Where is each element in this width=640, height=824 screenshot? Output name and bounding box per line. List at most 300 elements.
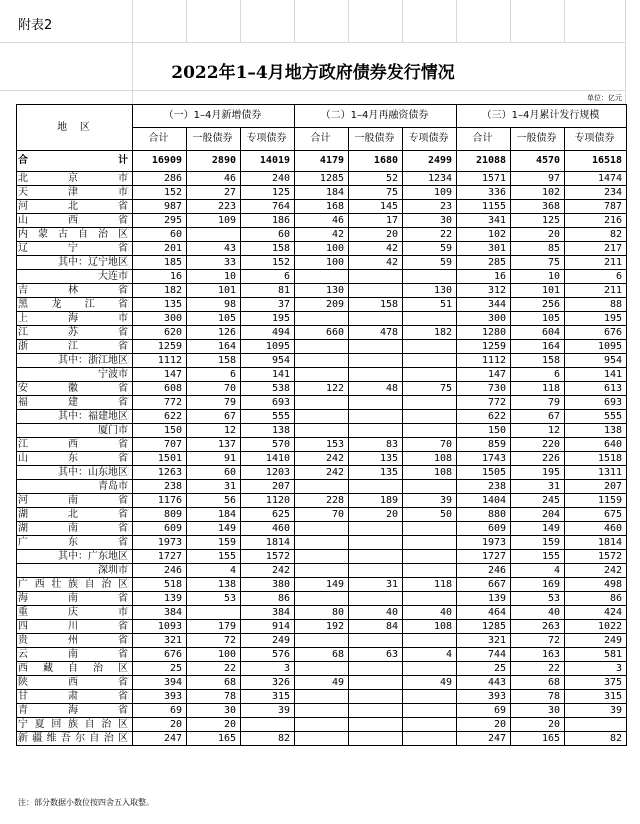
value-cell: 135 — [349, 466, 403, 480]
value-cell — [187, 606, 241, 620]
value-cell — [295, 564, 349, 578]
value-cell: 242 — [241, 564, 295, 578]
value-cell: 384 — [241, 606, 295, 620]
value-cell: 6 — [241, 270, 295, 284]
value-cell — [403, 732, 457, 746]
value-cell — [349, 396, 403, 410]
value-cell: 40 — [349, 606, 403, 620]
total-value: 4179 — [295, 151, 349, 172]
value-cell: 72 — [187, 634, 241, 648]
value-cell: 494 — [241, 326, 295, 340]
value-cell: 46 — [187, 172, 241, 186]
table-row — [17, 410, 627, 424]
table-row — [17, 326, 627, 340]
value-cell: 53 — [511, 592, 565, 606]
value-cell: 192 — [295, 620, 349, 634]
value-cell: 40 — [511, 606, 565, 620]
value-cell: 344 — [457, 298, 511, 312]
region-label: 甘肃省 — [17, 690, 133, 704]
region-label: 江西省 — [17, 438, 133, 452]
value-cell: 609 — [133, 522, 187, 536]
value-cell: 12 — [511, 424, 565, 438]
table-row — [17, 298, 627, 312]
value-cell: 195 — [241, 312, 295, 326]
region-label: 吉林省 — [17, 284, 133, 298]
value-cell: 152 — [241, 256, 295, 270]
value-cell — [403, 312, 457, 326]
value-cell: 256 — [511, 298, 565, 312]
table-row — [17, 242, 627, 256]
value-cell: 59 — [403, 242, 457, 256]
value-cell: 238 — [133, 480, 187, 494]
value-cell: 1474 — [565, 172, 627, 186]
value-cell: 1743 — [457, 452, 511, 466]
value-cell: 23 — [403, 200, 457, 214]
value-cell: 53 — [187, 592, 241, 606]
table-row — [17, 494, 627, 508]
region-label: 河南省 — [17, 494, 133, 508]
value-cell: 772 — [457, 396, 511, 410]
appendix-caption: 附表2 — [18, 18, 53, 33]
region-label: 内蒙古自治区 — [17, 228, 133, 242]
value-cell: 22 — [511, 662, 565, 676]
value-cell: 126 — [187, 326, 241, 340]
value-cell — [349, 690, 403, 704]
region-label: 辽宁省 — [17, 242, 133, 256]
value-cell: 195 — [511, 466, 565, 480]
value-cell — [349, 536, 403, 550]
value-cell: 80 — [295, 606, 349, 620]
value-cell: 31 — [511, 480, 565, 494]
value-cell: 75 — [349, 186, 403, 200]
value-cell: 135 — [133, 298, 187, 312]
value-cell: 3 — [565, 662, 627, 676]
value-cell — [295, 634, 349, 648]
value-cell: 165 — [511, 732, 565, 746]
value-cell: 880 — [457, 508, 511, 522]
value-cell: 60 — [187, 466, 241, 480]
value-cell: 234 — [565, 186, 627, 200]
header-col: 一般债券 — [187, 128, 241, 151]
value-cell: 150 — [133, 424, 187, 438]
value-cell — [349, 676, 403, 690]
value-cell: 676 — [133, 648, 187, 662]
value-cell: 70 — [295, 508, 349, 522]
value-cell: 75 — [511, 256, 565, 270]
value-cell: 158 — [241, 242, 295, 256]
value-cell: 1280 — [457, 326, 511, 340]
value-cell — [349, 354, 403, 368]
value-cell — [403, 592, 457, 606]
value-cell: 676 — [565, 326, 627, 340]
header-col: 合计 — [457, 128, 511, 151]
value-cell: 1259 — [457, 340, 511, 354]
value-cell: 217 — [565, 242, 627, 256]
value-cell: 211 — [565, 284, 627, 298]
value-cell: 4 — [187, 564, 241, 578]
region-label: 青海省 — [17, 704, 133, 718]
header-group-refinancing: （二）1–4月再融资债券 — [295, 105, 457, 128]
value-cell: 285 — [457, 256, 511, 270]
value-cell: 312 — [457, 284, 511, 298]
table-row — [17, 186, 627, 200]
value-cell: 82 — [241, 732, 295, 746]
value-cell: 228 — [295, 494, 349, 508]
value-cell: 604 — [511, 326, 565, 340]
value-cell: 150 — [457, 424, 511, 438]
value-cell: 86 — [241, 592, 295, 606]
total-value: 21088 — [457, 151, 511, 172]
value-cell: 39 — [403, 494, 457, 508]
value-cell: 67 — [187, 410, 241, 424]
table-row — [17, 340, 627, 354]
value-cell: 201 — [133, 242, 187, 256]
value-cell: 105 — [511, 312, 565, 326]
value-cell: 209 — [295, 298, 349, 312]
table-row — [17, 620, 627, 634]
value-cell: 6 — [511, 368, 565, 382]
value-cell: 130 — [403, 284, 457, 298]
value-cell: 16 — [457, 270, 511, 284]
value-cell: 139 — [457, 592, 511, 606]
value-cell: 59 — [403, 256, 457, 270]
region-label: 河北省 — [17, 200, 133, 214]
total-label: 合计 — [17, 151, 133, 172]
value-cell: 10 — [187, 270, 241, 284]
value-cell: 86 — [565, 592, 627, 606]
value-cell: 204 — [511, 508, 565, 522]
value-cell: 91 — [187, 452, 241, 466]
value-cell — [295, 410, 349, 424]
value-cell: 10 — [511, 270, 565, 284]
value-cell — [565, 718, 627, 732]
header-col: 合计 — [295, 128, 349, 151]
value-cell: 20 — [187, 718, 241, 732]
unit-label: 单位：亿元 — [587, 94, 622, 102]
total-value: 16909 — [133, 151, 187, 172]
table-row — [17, 172, 627, 186]
value-cell: 375 — [565, 676, 627, 690]
value-cell: 570 — [241, 438, 295, 452]
value-cell: 20 — [349, 508, 403, 522]
value-cell: 149 — [295, 578, 349, 592]
value-cell: 60 — [241, 228, 295, 242]
value-cell — [403, 550, 457, 564]
total-value: 4570 — [511, 151, 565, 172]
value-cell: 1120 — [241, 494, 295, 508]
value-cell: 609 — [457, 522, 511, 536]
value-cell: 301 — [457, 242, 511, 256]
region-label: 贵州省 — [17, 634, 133, 648]
value-cell — [295, 396, 349, 410]
value-cell: 914 — [241, 620, 295, 634]
value-cell: 321 — [133, 634, 187, 648]
value-cell: 141 — [241, 368, 295, 382]
value-cell: 149 — [511, 522, 565, 536]
value-cell: 1112 — [133, 354, 187, 368]
value-cell: 622 — [133, 410, 187, 424]
table-row — [17, 270, 627, 284]
value-cell: 394 — [133, 676, 187, 690]
value-cell: 220 — [511, 438, 565, 452]
value-cell: 101 — [187, 284, 241, 298]
value-cell: 295 — [133, 214, 187, 228]
value-cell: 207 — [241, 480, 295, 494]
value-cell: 52 — [349, 172, 403, 186]
value-cell: 1973 — [457, 536, 511, 550]
value-cell: 675 — [565, 508, 627, 522]
table-row — [17, 466, 627, 480]
value-cell: 300 — [457, 312, 511, 326]
table-row — [17, 606, 627, 620]
value-cell — [403, 396, 457, 410]
value-cell: 138 — [565, 424, 627, 438]
value-cell: 464 — [457, 606, 511, 620]
region-label: 福建省 — [17, 396, 133, 410]
region-label: 浙江省 — [17, 340, 133, 354]
value-cell: 56 — [187, 494, 241, 508]
value-cell — [295, 424, 349, 438]
value-cell — [295, 312, 349, 326]
value-cell: 246 — [133, 564, 187, 578]
value-cell — [349, 704, 403, 718]
value-cell: 660 — [295, 326, 349, 340]
value-cell: 460 — [565, 522, 627, 536]
value-cell: 954 — [565, 354, 627, 368]
value-cell — [349, 270, 403, 284]
region-label: 陕西省 — [17, 676, 133, 690]
value-cell: 12 — [187, 424, 241, 438]
value-cell: 158 — [349, 298, 403, 312]
value-cell: 1501 — [133, 452, 187, 466]
value-cell: 88 — [565, 298, 627, 312]
total-row — [17, 151, 627, 172]
value-cell: 179 — [187, 620, 241, 634]
value-cell: 1814 — [241, 536, 295, 550]
value-cell — [403, 270, 457, 284]
value-cell: 159 — [187, 536, 241, 550]
value-cell — [349, 410, 403, 424]
region-label: 青岛市 — [17, 480, 133, 494]
value-cell: 764 — [241, 200, 295, 214]
value-cell: 125 — [511, 214, 565, 228]
total-value: 2890 — [187, 151, 241, 172]
value-cell: 1263 — [133, 466, 187, 480]
value-cell: 6 — [187, 368, 241, 382]
value-cell: 247 — [133, 732, 187, 746]
value-cell: 186 — [241, 214, 295, 228]
value-cell — [403, 480, 457, 494]
value-cell — [295, 690, 349, 704]
total-value: 2499 — [403, 151, 457, 172]
value-cell: 37 — [241, 298, 295, 312]
value-cell: 1022 — [565, 620, 627, 634]
value-cell: 1311 — [565, 466, 627, 480]
value-cell — [403, 634, 457, 648]
region-label: 重庆市 — [17, 606, 133, 620]
value-cell: 195 — [565, 312, 627, 326]
value-cell: 33 — [187, 256, 241, 270]
value-cell: 4 — [403, 648, 457, 662]
value-cell: 130 — [295, 284, 349, 298]
header-col: 专项债券 — [241, 128, 295, 151]
value-cell: 31 — [349, 578, 403, 592]
value-cell: 145 — [349, 200, 403, 214]
value-cell — [403, 340, 457, 354]
header-col: 专项债券 — [403, 128, 457, 151]
value-cell: 137 — [187, 438, 241, 452]
region-label: 宁夏回族自治区 — [17, 718, 133, 732]
value-cell: 1155 — [457, 200, 511, 214]
value-cell: 20 — [457, 718, 511, 732]
table-row — [17, 592, 627, 606]
value-cell: 149 — [187, 522, 241, 536]
value-cell: 108 — [403, 620, 457, 634]
region-label: 其中：辽宁地区 — [17, 256, 133, 270]
value-cell — [349, 634, 403, 648]
value-cell: 168 — [295, 200, 349, 214]
value-cell: 20 — [133, 718, 187, 732]
value-cell: 1572 — [565, 550, 627, 564]
region-label: 广西壮族自治区 — [17, 578, 133, 592]
region-label: 广东省 — [17, 536, 133, 550]
value-cell: 207 — [565, 480, 627, 494]
value-cell: 78 — [511, 690, 565, 704]
region-label: 深圳市 — [17, 564, 133, 578]
region-label: 山西省 — [17, 214, 133, 228]
header-region: 地 区 — [17, 105, 133, 151]
region-label: 天津市 — [17, 186, 133, 200]
value-cell: 25 — [457, 662, 511, 676]
value-cell: 608 — [133, 382, 187, 396]
value-cell: 249 — [241, 634, 295, 648]
table-row — [17, 676, 627, 690]
table-row — [17, 578, 627, 592]
value-cell: 17 — [349, 214, 403, 228]
value-cell: 6 — [565, 270, 627, 284]
table-row — [17, 382, 627, 396]
value-cell: 118 — [403, 578, 457, 592]
value-cell: 141 — [565, 368, 627, 382]
total-value: 1680 — [349, 151, 403, 172]
value-cell: 336 — [457, 186, 511, 200]
value-cell: 1095 — [565, 340, 627, 354]
table-row — [17, 690, 627, 704]
region-label: 海南省 — [17, 592, 133, 606]
value-cell — [295, 550, 349, 564]
value-cell: 39 — [241, 704, 295, 718]
value-cell: 1518 — [565, 452, 627, 466]
value-cell — [295, 522, 349, 536]
value-cell — [349, 550, 403, 564]
value-cell — [349, 424, 403, 438]
bond-issuance-table — [16, 104, 627, 746]
value-cell: 620 — [133, 326, 187, 340]
value-cell: 60 — [133, 228, 187, 242]
value-cell: 49 — [403, 676, 457, 690]
value-cell: 240 — [241, 172, 295, 186]
value-cell: 85 — [511, 242, 565, 256]
value-cell: 20 — [511, 718, 565, 732]
value-cell: 613 — [565, 382, 627, 396]
value-cell: 69 — [457, 704, 511, 718]
value-cell — [349, 284, 403, 298]
value-cell: 1112 — [457, 354, 511, 368]
value-cell: 147 — [457, 368, 511, 382]
value-cell: 51 — [403, 298, 457, 312]
value-cell — [349, 564, 403, 578]
table-body — [17, 151, 627, 746]
value-cell: 693 — [565, 396, 627, 410]
value-cell: 69 — [133, 704, 187, 718]
value-cell: 1285 — [295, 172, 349, 186]
value-cell: 954 — [241, 354, 295, 368]
header-col: 专项债券 — [565, 128, 627, 151]
footnote: 注：部分数据小数位按四舍五入取整。 — [18, 798, 154, 807]
value-cell: 393 — [133, 690, 187, 704]
region-label: 云南省 — [17, 648, 133, 662]
table-row — [17, 284, 627, 298]
region-label: 江苏省 — [17, 326, 133, 340]
value-cell: 138 — [241, 424, 295, 438]
value-cell: 581 — [565, 648, 627, 662]
value-cell: 79 — [511, 396, 565, 410]
value-cell: 1203 — [241, 466, 295, 480]
value-cell — [295, 480, 349, 494]
value-cell: 640 — [565, 438, 627, 452]
value-cell — [295, 536, 349, 550]
value-cell: 498 — [565, 578, 627, 592]
value-cell: 70 — [187, 382, 241, 396]
table-row — [17, 256, 627, 270]
value-cell: 393 — [457, 690, 511, 704]
value-cell: 182 — [133, 284, 187, 298]
value-cell: 42 — [349, 256, 403, 270]
value-cell: 109 — [403, 186, 457, 200]
value-cell: 83 — [349, 438, 403, 452]
region-label: 大连市 — [17, 270, 133, 284]
value-cell: 368 — [511, 200, 565, 214]
table-row — [17, 452, 627, 466]
value-cell: 1572 — [241, 550, 295, 564]
value-cell: 16 — [133, 270, 187, 284]
value-cell: 315 — [241, 690, 295, 704]
value-cell: 315 — [565, 690, 627, 704]
table-row — [17, 564, 627, 578]
region-label: 宁波市 — [17, 368, 133, 382]
value-cell — [349, 480, 403, 494]
value-cell: 100 — [295, 256, 349, 270]
value-cell: 165 — [187, 732, 241, 746]
value-cell — [295, 718, 349, 732]
value-cell: 109 — [187, 214, 241, 228]
region-label: 北京市 — [17, 172, 133, 186]
value-cell: 30 — [187, 704, 241, 718]
value-cell: 72 — [511, 634, 565, 648]
value-cell: 40 — [403, 606, 457, 620]
value-cell — [295, 340, 349, 354]
value-cell: 43 — [187, 242, 241, 256]
value-cell: 163 — [511, 648, 565, 662]
value-cell: 100 — [187, 648, 241, 662]
value-cell: 242 — [565, 564, 627, 578]
value-cell: 184 — [295, 186, 349, 200]
value-cell: 50 — [403, 508, 457, 522]
value-cell: 555 — [565, 410, 627, 424]
value-cell: 42 — [349, 242, 403, 256]
value-cell: 384 — [133, 606, 187, 620]
header-col: 一般债券 — [511, 128, 565, 151]
